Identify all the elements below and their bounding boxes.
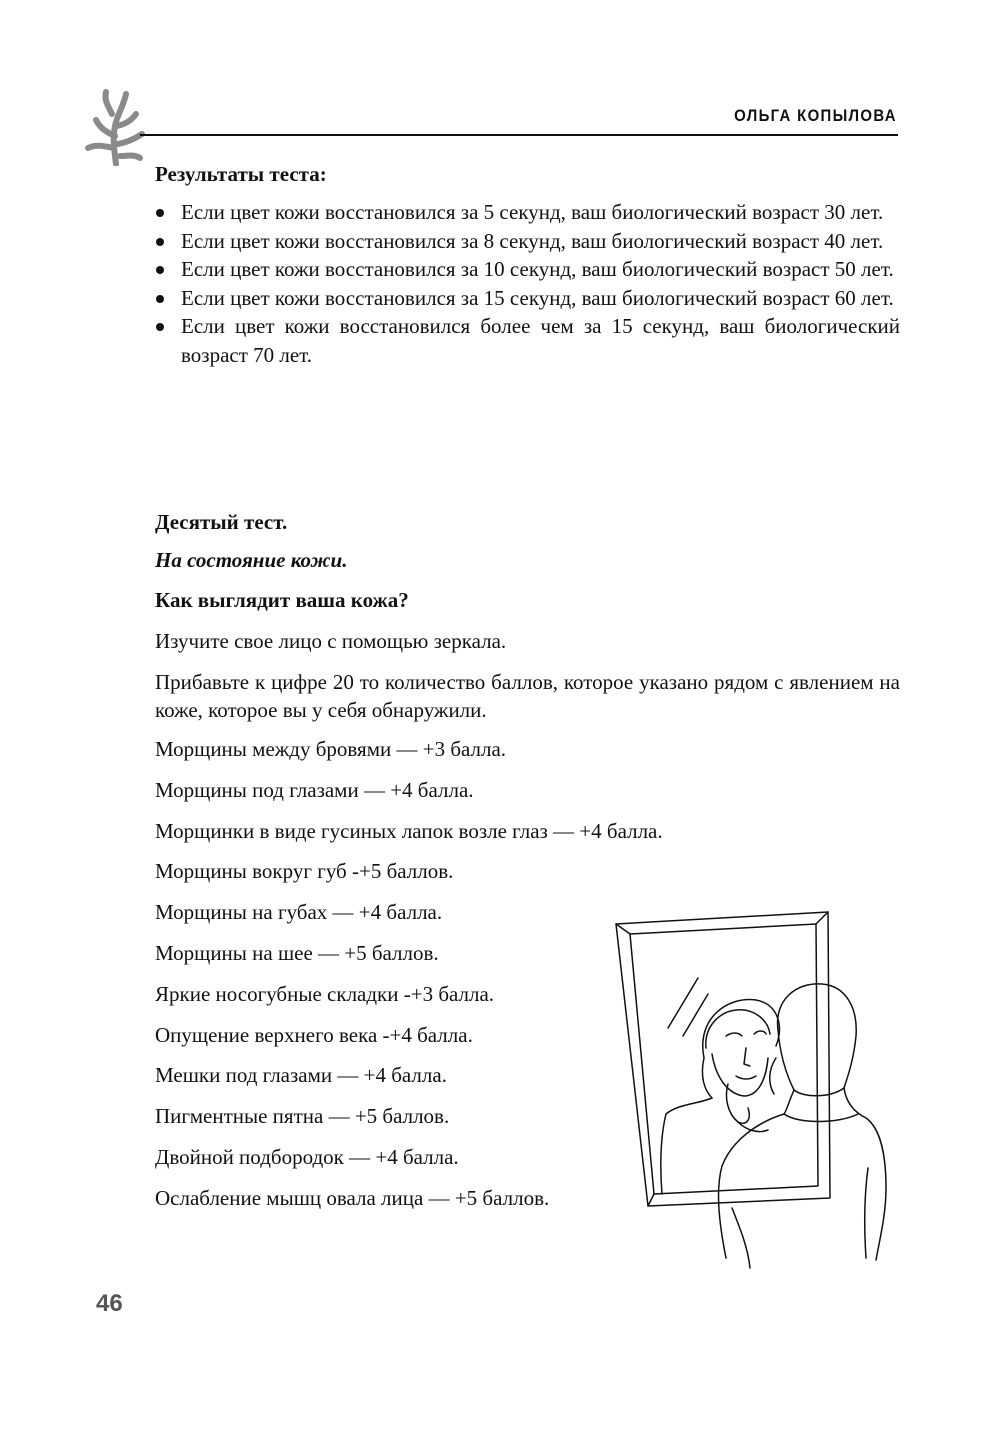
list-item: Морщины на шее — +5 баллов. xyxy=(155,940,439,965)
list-item: Двойной подбородок — +4 балла. xyxy=(155,1144,459,1169)
paragraph: Прибавьте к цифре 20 то количество баллов, которое указано рядом с явлением на коже, которое вы у себя обнаружили. xyxy=(155,670,900,722)
page-number: 46 xyxy=(96,1290,123,1317)
list-item: Морщинки в виде гусиных лапок возле глаз — +4 балла. xyxy=(155,818,663,843)
list-item: Морщины под глазами — +4 балла. xyxy=(155,777,474,802)
list-item: Мешки под глазами — +4 балла. xyxy=(155,1063,447,1088)
list-item: Морщины на губах — +4 балла. xyxy=(155,900,443,925)
question-heading: Как выглядит ваша кожа? xyxy=(155,588,409,612)
skin-signs-list xyxy=(155,735,663,1225)
test-heading: Десятый тест. xyxy=(155,510,288,534)
header-rule xyxy=(140,134,898,136)
paragraph: Изучите свое лицо с помощью зеркала. xyxy=(155,629,507,653)
results-heading: Результаты теста: xyxy=(155,162,327,186)
list-item: Если цвет кожи восстановился за 10 секунд, ваш биологический возраст 50 лет. xyxy=(155,255,900,284)
branch-emblem-icon xyxy=(76,88,146,166)
list-item: Яркие носогубные складки -+3 балла. xyxy=(155,981,495,1006)
list-item: Если цвет кожи восстановился за 5 секунд, ваш биологический возраст 30 лет. xyxy=(155,198,900,227)
list-item: Морщины вокруг губ -+5 баллов. xyxy=(155,859,454,884)
list-item: Если цвет кожи восстановился более чем за 15 секунд, ваш биологический возраст 70 лет. xyxy=(155,312,900,369)
list-item: Ослабление мышц овала лица — +5 баллов. xyxy=(155,1185,550,1210)
test-subheading: На состояние кожи. xyxy=(155,548,348,572)
list-item: Если цвет кожи восстановился за 15 секунд, ваш биологический возраст 60 лет. xyxy=(155,284,900,313)
running-header-author: ОЛЬГА КОПЫЛОВА xyxy=(734,106,897,125)
list-item: Морщины между бровями — +3 балла. xyxy=(155,737,507,761)
woman-at-mirror-illustration xyxy=(608,908,893,1270)
results-list xyxy=(155,198,900,369)
list-item: Опущение верхнего века -+4 балла. xyxy=(155,1022,473,1047)
list-item: Если цвет кожи восстановился за 8 секунд, ваш биологический возраст 40 лет. xyxy=(155,227,900,256)
list-item: Пигментные пятна — +5 баллов. xyxy=(155,1104,450,1129)
